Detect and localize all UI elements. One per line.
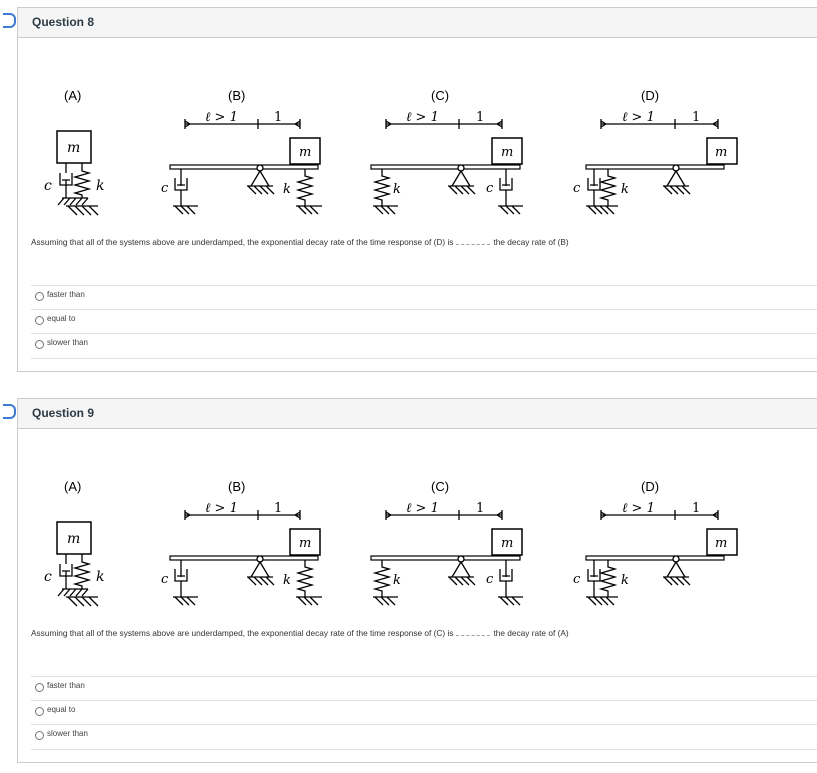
damper-label: c: [44, 178, 52, 194]
mass-label: m: [501, 536, 514, 551]
spring-label: k: [283, 573, 291, 588]
answer-option-faster[interactable]: [31, 285, 817, 310]
damper-label: c: [44, 569, 52, 585]
answer-blank: [456, 237, 490, 245]
panel-label-a: (A): [64, 88, 82, 103]
spring-label: k: [96, 569, 105, 585]
panel-label-b: (B): [228, 479, 246, 494]
panel-label-c: (C): [431, 479, 450, 494]
question-text: [31, 237, 569, 247]
radio-button[interactable]: [35, 340, 44, 349]
damper-label: c: [161, 181, 169, 196]
radio-button[interactable]: [35, 731, 44, 740]
answer-blank: [456, 628, 490, 636]
spring-label: k: [393, 182, 401, 197]
damper-label: c: [573, 181, 581, 196]
question-text: [31, 628, 569, 638]
damper-label: c: [486, 572, 494, 587]
length-label: ℓ > 1: [406, 110, 439, 125]
answer-label: slower than: [47, 338, 88, 347]
question-flag-icon[interactable]: [3, 13, 16, 28]
unit-label: 1: [274, 501, 283, 516]
answer-label: faster than: [47, 290, 85, 299]
length-label: ℓ > 1: [622, 501, 655, 516]
unit-label: 1: [476, 501, 485, 516]
answer-label: equal to: [47, 314, 76, 323]
mechanical-systems-figure: [18, 8, 817, 228]
question-text-after: the decay rate of (A): [493, 628, 569, 638]
answer-label: equal to: [47, 705, 76, 714]
unit-label: 1: [692, 110, 701, 125]
panel-label-a: (A): [64, 479, 82, 494]
spring-label: k: [283, 182, 291, 197]
radio-button[interactable]: [35, 316, 44, 325]
unit-label: 1: [476, 110, 485, 125]
length-label: ℓ > 1: [622, 110, 655, 125]
mass-label: m: [299, 145, 312, 160]
radio-button[interactable]: [35, 683, 44, 692]
mass-label: m: [715, 145, 728, 160]
answer-label: slower than: [47, 729, 88, 738]
answer-option-equal[interactable]: [31, 700, 817, 725]
spring-label: k: [621, 182, 629, 197]
damper-label: c: [161, 572, 169, 587]
spring-label: k: [393, 573, 401, 588]
answer-option-faster[interactable]: [31, 676, 817, 701]
radio-button[interactable]: [35, 707, 44, 716]
question-card-8: [17, 7, 817, 372]
panel-label-b: (B): [228, 88, 246, 103]
spring-label: k: [621, 573, 629, 588]
damper-label: c: [486, 181, 494, 196]
mechanical-systems-figure: [18, 399, 817, 619]
question-card-9: [17, 398, 817, 763]
damper-label: c: [573, 572, 581, 587]
mass-label: m: [715, 536, 728, 551]
mass-label: m: [67, 531, 81, 547]
panel-label-d: (D): [641, 88, 660, 103]
mass-label: m: [67, 140, 81, 156]
question-text-before: Assuming that all of the systems above are underdamped, the exponential decay rate of the time response of (D) is: [31, 237, 454, 247]
length-label: ℓ > 1: [406, 501, 439, 516]
answer-option-equal[interactable]: [31, 309, 817, 334]
mass-label: m: [299, 536, 312, 551]
length-label: ℓ > 1: [205, 501, 238, 516]
unit-label: 1: [692, 501, 701, 516]
question-flag-icon[interactable]: [3, 404, 16, 419]
question-title: Question 8: [32, 15, 95, 29]
panel-label-d: (D): [641, 479, 660, 494]
answer-option-slower[interactable]: [31, 333, 817, 359]
answer-label: faster than: [47, 681, 85, 690]
length-label: ℓ > 1: [205, 110, 238, 125]
mass-label: m: [501, 145, 514, 160]
radio-button[interactable]: [35, 292, 44, 301]
question-text-after: the decay rate of (B): [493, 237, 569, 247]
unit-label: 1: [274, 110, 283, 125]
answer-option-slower[interactable]: [31, 724, 817, 750]
question-text-before: Assuming that all of the systems above are underdamped, the exponential decay rate of the time response of (C) is: [31, 628, 454, 638]
spring-label: k: [96, 178, 105, 194]
panel-label-c: (C): [431, 88, 450, 103]
question-title: Question 9: [32, 406, 95, 420]
